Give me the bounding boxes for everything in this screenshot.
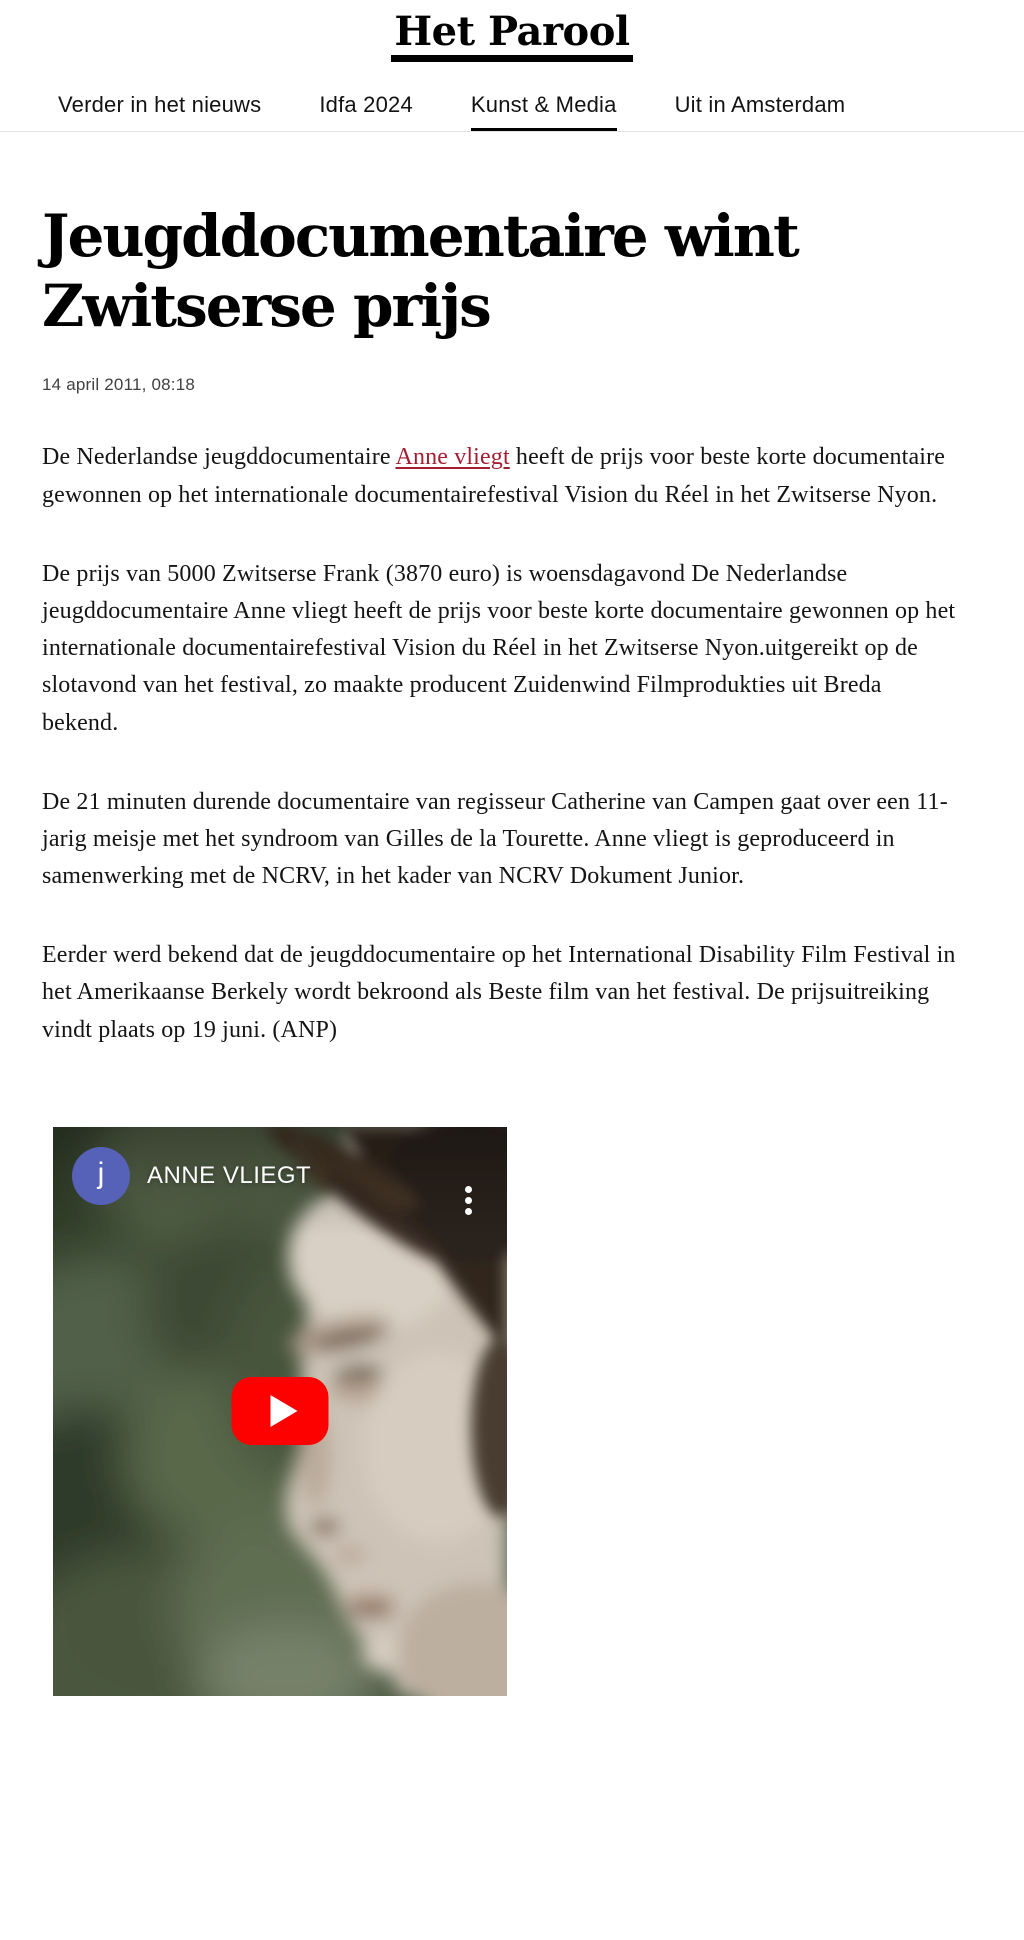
site-header bbox=[0, 0, 1024, 131]
paragraph-3: De 21 minuten durende documentaire van regisseur Catherine van Campen gaat over een 11-jarig meisje met het syndroom van Gilles de la Tourette. Anne vliegt is geproduceerd in samenwerking met de NCRV, in het kader van NCRV Dokument Junior. bbox=[42, 788, 948, 890]
paragraph-1-text-before-link: De Nederlandse jeugddocumentaire bbox=[42, 444, 396, 471]
article-title-line-1: Jeugddocumentaire wint bbox=[42, 202, 798, 271]
nav-item-verder-in-het-nieuws[interactable]: Verder in het nieuws bbox=[58, 92, 262, 118]
paragraph-4: Eerder werd bekend dat de jeugddocumentaire op het International Disability Film Festival in het Amerikaanse Berkely wordt bekroond als Beste film van het festival. De prijsuitreiking vindt plaats op 19 juni. (ANP) bbox=[42, 942, 956, 1043]
header-divider bbox=[0, 131, 1024, 132]
play-icon bbox=[270, 1395, 297, 1427]
youtube-embed[interactable] bbox=[53, 1127, 507, 1696]
anne-vliegt-link[interactable]: Anne vliegt bbox=[395, 444, 510, 471]
paragraph-1 bbox=[42, 439, 958, 513]
play-button[interactable] bbox=[232, 1377, 329, 1445]
main-nav bbox=[0, 92, 1024, 131]
site-logo[interactable]: Het Parool bbox=[391, 10, 632, 62]
kebab-dot bbox=[465, 1197, 472, 1204]
paragraph-1-text-after-link: heeft de prijs voor beste korte documentaire gewonnen op het internationale documentairefestival Vision du Réel in het Zwitserse Nyon. bbox=[42, 444, 946, 508]
kebab-dot bbox=[465, 1208, 472, 1215]
article-date: 14 april 2011, 08:18 bbox=[42, 375, 196, 395]
paragraph-2: De prijs van 5000 Zwitserse Frank (3870 euro) is woensdagavond De Nederlandse jeugddocumentaire Anne vliegt heeft de prijs voor beste korte documentaire gewonnen op het internationale documentairefestival Vision du Réel in het Zwitserse Nyon.uitgereikt op de slotavond van het festival, zo maakte producent Zuidenwind Filmprodukties uit Breda bekend. bbox=[42, 560, 956, 736]
kebab-dot bbox=[465, 1186, 472, 1193]
video-header-overlay bbox=[72, 1147, 507, 1205]
article-title-line-2: Zwitserse prijs bbox=[42, 271, 490, 340]
article-title bbox=[42, 202, 842, 341]
nav-item-idfa-2024[interactable]: Idfa 2024 bbox=[319, 92, 413, 118]
nav-item-kunst-en-media[interactable]: Kunst & Media bbox=[471, 92, 617, 131]
channel-avatar[interactable] bbox=[72, 1147, 130, 1205]
article bbox=[0, 202, 1024, 1696]
nav-item-uit-in-amsterdam[interactable]: Uit in Amsterdam bbox=[674, 92, 846, 118]
more-options-icon[interactable] bbox=[465, 1186, 473, 1219]
channel-avatar-letter: j bbox=[97, 1156, 105, 1190]
video-title[interactable]: ANNE VLIEGT bbox=[147, 1161, 312, 1189]
